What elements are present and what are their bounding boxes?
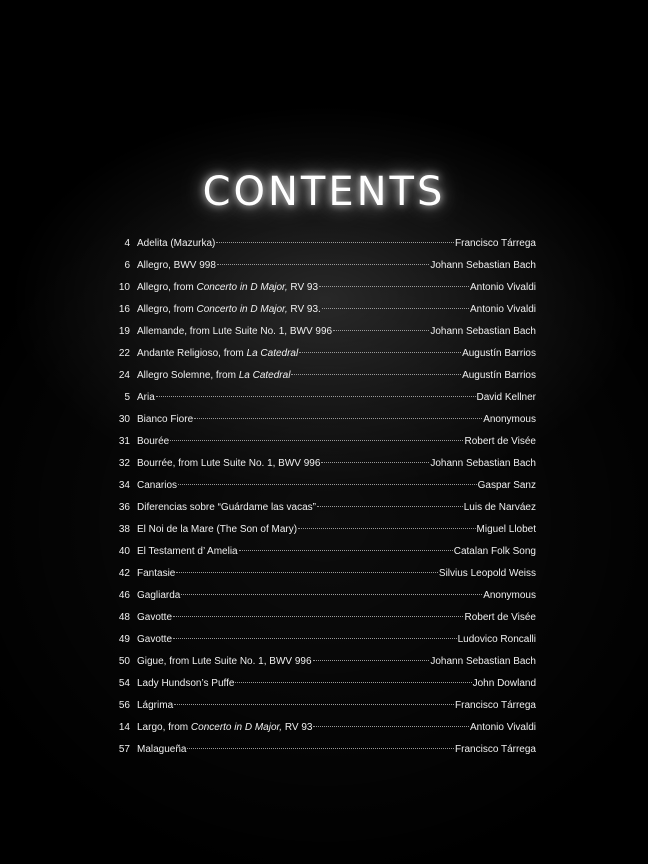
toc-composer: Francisco Tárrega: [455, 744, 536, 755]
toc-composer: Anonymous: [483, 590, 536, 601]
toc-piece-title-text: El Testament d’ Amelia: [137, 546, 238, 557]
toc-piece-title-text: Largo, from: [137, 722, 191, 733]
toc-page-number: 36: [118, 502, 130, 513]
toc-entry[interactable]: [108, 436, 536, 458]
dot-leader: [239, 550, 453, 551]
toc-composer: Gaspar Sanz: [477, 480, 536, 491]
toc-entry[interactable]: [108, 722, 536, 744]
toc-piece-title-text: Bourée: [137, 436, 170, 447]
toc-entry[interactable]: [108, 260, 536, 282]
toc-entry[interactable]: [108, 326, 536, 348]
dot-leader: [299, 352, 461, 353]
toc-page-number: 14: [118, 722, 130, 733]
toc-piece-title-italic: Concerto in D Major,: [196, 282, 288, 293]
toc-piece-title-text: Andante Religioso, from: [137, 348, 247, 359]
toc-page-number: 49: [118, 634, 130, 645]
toc-page-number: 24: [118, 370, 130, 381]
toc-composer: Luis de Narváez: [463, 502, 536, 513]
dot-leader: [313, 726, 469, 727]
toc-piece-title: [137, 348, 298, 359]
toc-page-number: 6: [124, 260, 130, 271]
toc-composer: Ludovico Roncalli: [457, 634, 536, 645]
toc-piece-title: [137, 282, 318, 293]
toc-piece-title-text: Lágrima: [137, 700, 174, 711]
toc-page-number: 57: [118, 744, 130, 755]
toc-piece-title: [137, 678, 234, 689]
toc-page-number: 30: [118, 414, 130, 425]
toc-piece-title: [137, 480, 177, 491]
dot-leader: [333, 330, 429, 331]
toc-piece-title: [137, 744, 186, 755]
toc-entry[interactable]: [108, 678, 536, 700]
dot-leader: [291, 374, 461, 375]
toc-composer: Johann Sebastian Bach: [430, 260, 536, 271]
toc-page-number: 38: [118, 524, 130, 535]
toc-entry[interactable]: [108, 590, 536, 612]
dot-leader: [178, 484, 477, 485]
toc-composer: Anonymous: [483, 414, 536, 425]
toc-composer: Augustín Barrios: [462, 348, 536, 359]
toc-piece-title: [137, 392, 155, 403]
dot-leader: [322, 308, 469, 309]
toc-composer: Catalan Folk Song: [453, 546, 536, 557]
dot-leader: [174, 704, 454, 705]
toc-piece-title: [137, 436, 169, 447]
toc-composer: Miguel Llobet: [476, 524, 536, 535]
toc-entry[interactable]: [108, 744, 536, 766]
toc-piece-title-text: Gavotte: [137, 612, 173, 623]
toc-entry[interactable]: [108, 304, 536, 326]
toc-piece-title-suffix: RV 93.: [287, 304, 321, 315]
toc-piece-title-text: Allegro Solemne, from: [137, 370, 239, 381]
toc-composer: Robert de Visée: [464, 436, 536, 447]
toc-piece-title: [137, 612, 172, 623]
toc-piece-title-text: Allegro, from: [137, 282, 197, 293]
dot-leader: [173, 638, 457, 639]
toc-entry[interactable]: [108, 656, 536, 678]
toc-composer: David Kellner: [476, 392, 536, 403]
dot-leader: [170, 440, 463, 441]
toc-page-number: 40: [118, 546, 130, 557]
dot-leader: [194, 418, 482, 419]
toc-piece-title-text: Allegro, BWV 998: [137, 260, 216, 271]
toc-piece-title-suffix: RV 93: [287, 282, 319, 293]
toc-piece-title-text: Fantasie: [137, 568, 176, 579]
toc-page-number: 19: [118, 326, 130, 337]
dot-leader: [181, 594, 482, 595]
toc-entry[interactable]: [108, 238, 536, 260]
toc-entry[interactable]: [108, 524, 536, 546]
toc-piece-title-text: Lady Hundson’s Puffe: [137, 678, 235, 689]
toc-piece-title: [137, 326, 332, 337]
toc-piece-title: [137, 700, 173, 711]
toc-entry[interactable]: [108, 568, 536, 590]
dot-leader: [317, 506, 463, 507]
toc-entry[interactable]: [108, 612, 536, 634]
toc-page-number: 46: [118, 590, 130, 601]
table-of-contents: [108, 238, 536, 766]
toc-page-number: 34: [118, 480, 130, 491]
toc-page-number: 50: [118, 656, 130, 667]
toc-piece-title-suffix: RV 93: [282, 722, 313, 733]
dot-leader: [298, 528, 475, 529]
dot-leader: [156, 396, 476, 397]
toc-entry[interactable]: [108, 348, 536, 370]
toc-page-number: 48: [118, 612, 130, 623]
toc-entry[interactable]: [108, 634, 536, 656]
toc-piece-title-text: Canarios: [137, 480, 178, 491]
toc-page-number: 31: [118, 436, 130, 447]
dot-leader: [187, 748, 454, 749]
toc-piece-title: [137, 722, 312, 733]
toc-piece-title-italic: Concerto in D Major,: [196, 304, 288, 315]
dot-leader: [321, 462, 429, 463]
toc-piece-title-italic: Concerto in D Major,: [190, 722, 283, 733]
toc-piece-title-text: Adelita (Mazurka): [137, 238, 216, 249]
toc-composer: Francisco Tárrega: [455, 238, 536, 249]
toc-piece-title: [137, 546, 238, 557]
toc-entry[interactable]: [108, 502, 536, 524]
toc-page-number: 42: [118, 568, 130, 579]
toc-composer: Johann Sebastian Bach: [430, 458, 536, 469]
toc-piece-title: [137, 238, 215, 249]
toc-composer: Antonio Vivaldi: [470, 304, 536, 315]
toc-piece-title: [137, 370, 290, 381]
toc-composer: Francisco Tárrega: [455, 700, 536, 711]
dot-leader: [217, 264, 429, 265]
toc-piece-title: [137, 502, 316, 513]
toc-entry[interactable]: [108, 370, 536, 392]
toc-composer: Silvius Leopold Weiss: [438, 568, 536, 579]
page-title: CONTENTS: [202, 169, 446, 215]
toc-page-number: 54: [118, 678, 130, 689]
toc-composer: Johann Sebastian Bach: [430, 656, 536, 667]
toc-piece-title: [137, 590, 180, 601]
toc-entry[interactable]: [108, 414, 536, 436]
toc-piece-title: [137, 524, 297, 535]
toc-page-number: 10: [118, 282, 130, 293]
toc-composer: Johann Sebastian Bach: [430, 326, 536, 337]
toc-piece-title: [137, 414, 193, 425]
toc-piece-title-text: Gagliarda: [137, 590, 181, 601]
toc-page-number: 22: [118, 348, 130, 359]
toc-page-number: 56: [118, 700, 130, 711]
toc-piece-title-text: Bianco Fiore: [137, 414, 194, 425]
toc-piece-title: [137, 304, 321, 315]
toc-composer: Antonio Vivaldi: [470, 282, 536, 293]
toc-piece-title-text: El Noi de la Mare (The Son of Mary): [137, 524, 298, 535]
toc-piece-title: [137, 634, 172, 645]
toc-piece-title-text: Diferencias sobre “Guárdame las vacas”: [137, 502, 316, 513]
toc-composer: John Dowland: [472, 678, 536, 689]
dot-leader: [319, 286, 469, 287]
toc-piece-title: [137, 656, 312, 667]
toc-composer: Robert de Visée: [464, 612, 536, 623]
toc-piece-title-italic: La Catedral: [238, 370, 291, 381]
dot-leader: [216, 242, 454, 243]
toc-piece-title-text: Bourrée, from Lute Suite No. 1, BWV 996: [137, 458, 321, 469]
toc-composer: Augustín Barrios: [462, 370, 536, 381]
toc-piece-title-italic: La Catedral: [246, 348, 299, 359]
toc-entry[interactable]: [108, 392, 536, 414]
toc-piece-title-text: Malagueña: [137, 744, 187, 755]
toc-page-number: 32: [118, 458, 130, 469]
toc-piece-title-text: Aria: [137, 392, 155, 403]
toc-entry[interactable]: [108, 282, 536, 304]
toc-piece-title: [137, 568, 175, 579]
toc-composer: Antonio Vivaldi: [470, 722, 536, 733]
toc-piece-title-text: Allemande, from Lute Suite No. 1, BWV 996: [137, 326, 333, 337]
toc-page-number: 16: [118, 304, 130, 315]
toc-piece-title-text: Gavotte: [137, 634, 173, 645]
toc-entry[interactable]: [108, 546, 536, 568]
dot-leader: [313, 660, 430, 661]
toc-page-number: 5: [124, 392, 130, 403]
toc-piece-title-text: Allegro, from: [137, 304, 197, 315]
toc-entry[interactable]: [108, 480, 536, 502]
toc-page-number: 4: [124, 238, 130, 249]
dot-leader: [173, 616, 463, 617]
toc-entry[interactable]: [108, 458, 536, 480]
toc-piece-title: [137, 458, 320, 469]
toc-piece-title-text: Gigue, from Lute Suite No. 1, BWV 996: [137, 656, 312, 667]
toc-entry[interactable]: [108, 700, 536, 722]
dot-leader: [235, 682, 471, 683]
toc-piece-title: [137, 260, 216, 271]
dot-leader: [176, 572, 438, 573]
